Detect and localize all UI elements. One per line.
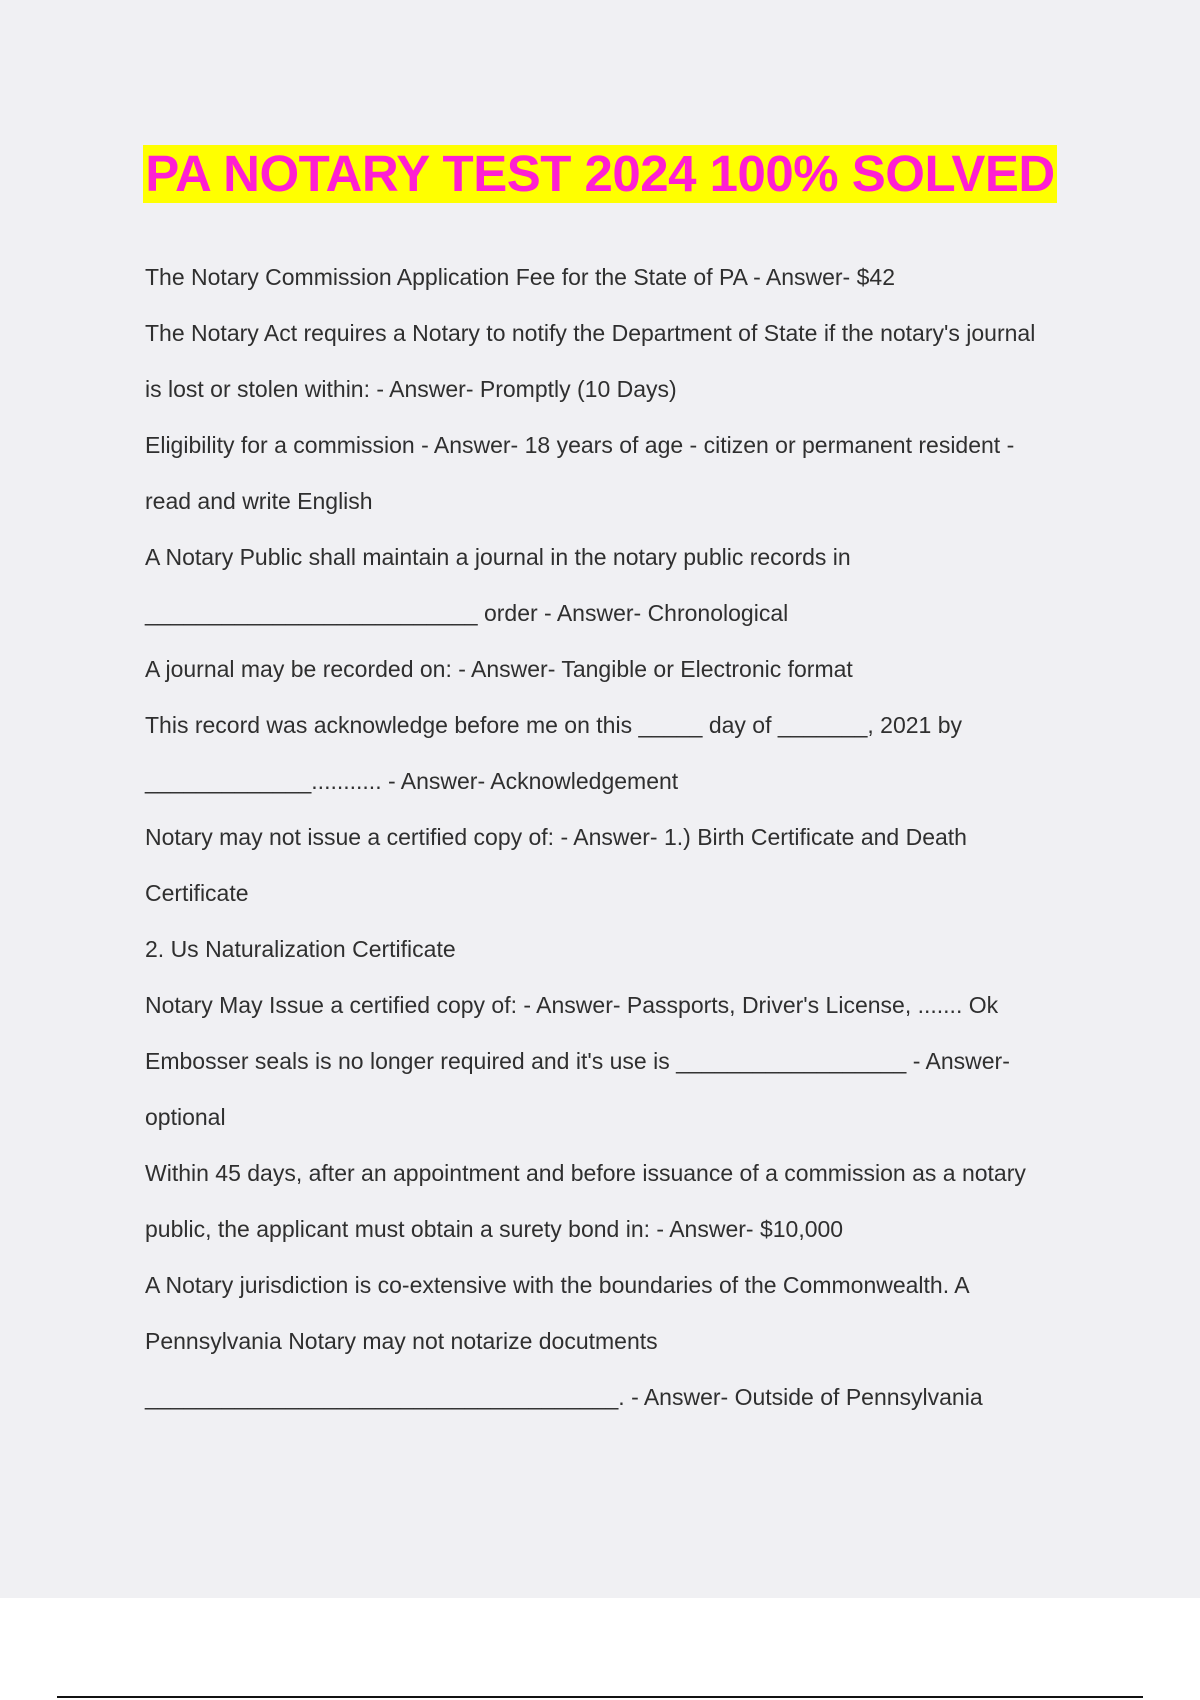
text-line: Certificate xyxy=(145,880,249,906)
text-line: 2. Us Naturalization Certificate xyxy=(145,936,456,962)
document-body xyxy=(145,249,1090,1425)
text-line: read and write English xyxy=(145,488,373,514)
text-line: _____________........... - Answer- Acknowledgement xyxy=(145,768,679,794)
text-line: Eligibility for a commission - Answer- 18 years of age - citizen or permanent resident - xyxy=(145,432,1015,458)
text-line: A journal may be recorded on: - Answer- Tangible or Electronic format xyxy=(145,656,853,682)
title-block xyxy=(0,145,1200,203)
document-title: PA NOTARY TEST 2024 100% SOLVED xyxy=(145,145,1055,202)
text-line: public, the applicant must obtain a surety bond in: - Answer- $10,000 xyxy=(145,1216,844,1242)
text-line: The Notary Act requires a Notary to notify the Department of State if the notary's journal xyxy=(145,320,1036,346)
text-line: A Notary Public shall maintain a journal in the notary public records in xyxy=(145,544,851,570)
text-line: _____________________________________. - Answer- Outside of Pennsylvania xyxy=(145,1384,983,1410)
text-line: Notary May Issue a certified copy of: - Answer- Passports, Driver's License, ....... Ok xyxy=(145,992,999,1018)
text-line: Notary may not issue a certified copy of: - Answer- 1.) Birth Certificate and Death xyxy=(145,824,967,850)
text-line: Within 45 days, after an appointment and before issuance of a commission as a notary xyxy=(145,1160,1026,1186)
text-line: __________________________ order - Answer- Chronological xyxy=(145,600,789,626)
text-line: The Notary Commission Application Fee for the State of PA - Answer- $42 xyxy=(145,264,895,290)
text-line: A Notary jurisdiction is co-extensive with the boundaries of the Commonwealth. A xyxy=(145,1272,970,1298)
text-line: Embosser seals is no longer required and it's use is __________________ - Answer- xyxy=(145,1048,1010,1074)
text-line: Pennsylvania Notary may not notarize docutments xyxy=(145,1328,658,1354)
footer-divider xyxy=(57,1696,1143,1698)
text-line: is lost or stolen within: - Answer- Promptly (10 Days) xyxy=(145,376,677,402)
text-line: This record was acknowledge before me on this _____ day of _______, 2021 by xyxy=(145,712,963,738)
text-line: optional xyxy=(145,1104,226,1130)
